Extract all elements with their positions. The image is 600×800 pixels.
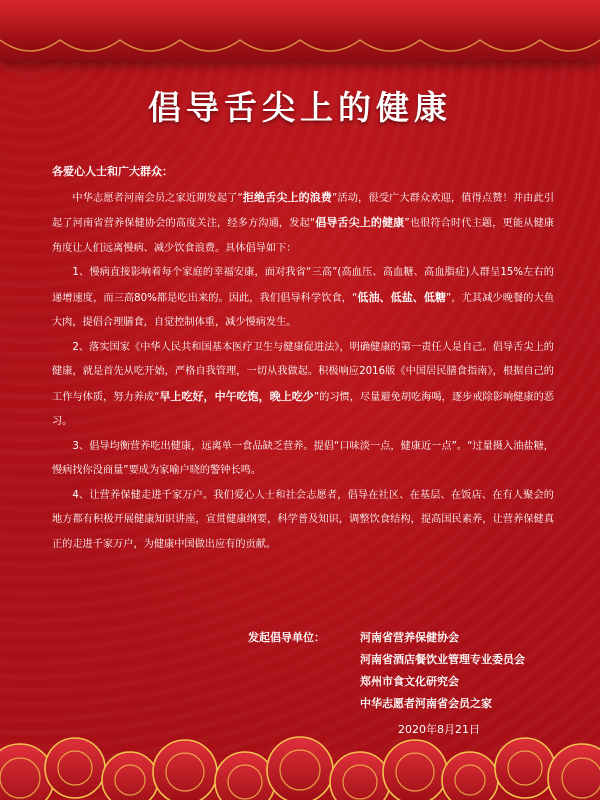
- top-curtain: [0, 0, 600, 60]
- text-run: ”活动，很受广大群众欢迎，值得点赞！并由此引起了河南省营养保健协会的高度关注，经多方沟通，发起“: [52, 192, 555, 229]
- text-run: ”也很符合时代主题，更能从健康角度让人们远离慢病、减少饮食浪费。具体倡导如下：: [52, 218, 555, 254]
- highlight-text: 拒绝舌尖上的浪费: [242, 190, 332, 204]
- paragraph-item-4: 4、让营养保健走进千家万户。我们爱心人士和社会志愿者，倡导在社区、在基层、在饭店、在有人聚会的地方都有积极开展健康知识讲座，宣贯健康纲要，科学普及知识，调整饮食结构，提高国民素养，让营养保健真正的走进千家万户，为健康中国做出应有的贡献。: [52, 489, 554, 550]
- sign-label: 发起倡导单位：: [248, 631, 325, 644]
- auspicious-clouds-icon: [0, 708, 600, 800]
- page-title: 倡导舌尖上的健康: [148, 88, 452, 127]
- highlight-text: 倡导舌尖上的健康: [315, 216, 405, 229]
- text-run: 2、落实国家《中华人民共和国基本医疗卫生与健康促进法》，明确健康的第一责任人是自己。倡导舌尖上的健康，就是首先从吃开始，严格自我管理，一切从我做起。积极响应2016版《中国居民膳食指南》，根据自己的工作与体质，努力养成“: [52, 341, 554, 403]
- text-run: 中华志愿者河南会员之家近期发起了“: [72, 192, 243, 204]
- org-name: 中华志愿者河南省会员之家: [360, 697, 492, 710]
- text-run: 1、慢病直接影响着每个家庭的幸福安康，面对我省“三高”(高血压、高血糖、高血脂症)人群呈15%左右的递增速度，而三高80%都是吃出来的。因此，我们倡导科学饮食，“: [52, 267, 554, 304]
- highlight-text: 低油、低盐、低糖: [357, 290, 447, 304]
- letter-body: [52, 160, 554, 557]
- paragraph-item-3: 3、倡导均衡营养吃出健康，远离单一食品缺乏营养。提倡“口味淡一点，健康近一点”。“过量摄入油盐糖，慢病找你没商量”要成为家喻户晓的警钟长鸣。: [52, 440, 554, 476]
- paragraph-intro: [52, 186, 554, 262]
- organizations-list: [360, 627, 600, 715]
- highlight-text: 早上吃好，中午吃饱，晚上吃少: [159, 389, 314, 403]
- curtain-swag-icon: [0, 0, 600, 70]
- text-run: ”，尤其减少晚餐的大鱼大肉，提倡合理膳食，自觉控制体重，减少慢病发生。: [52, 292, 555, 328]
- paragraph-item-1: [52, 261, 554, 336]
- text-run: ”的习惯，尽量避免胡吃海喝，逐步戒除影响健康的恶习。: [52, 391, 554, 427]
- org-name: 河南省营养保健协会: [360, 631, 459, 644]
- paragraph-item-2: [52, 336, 554, 435]
- date: 2020年8月21日: [398, 723, 480, 736]
- org-name: 河南省酒店餐饮业管理专业委员会: [360, 653, 525, 666]
- org-name: 郑州市食文化研究会: [360, 675, 459, 688]
- greeting: 各爱心人士和广大群众：: [52, 165, 173, 178]
